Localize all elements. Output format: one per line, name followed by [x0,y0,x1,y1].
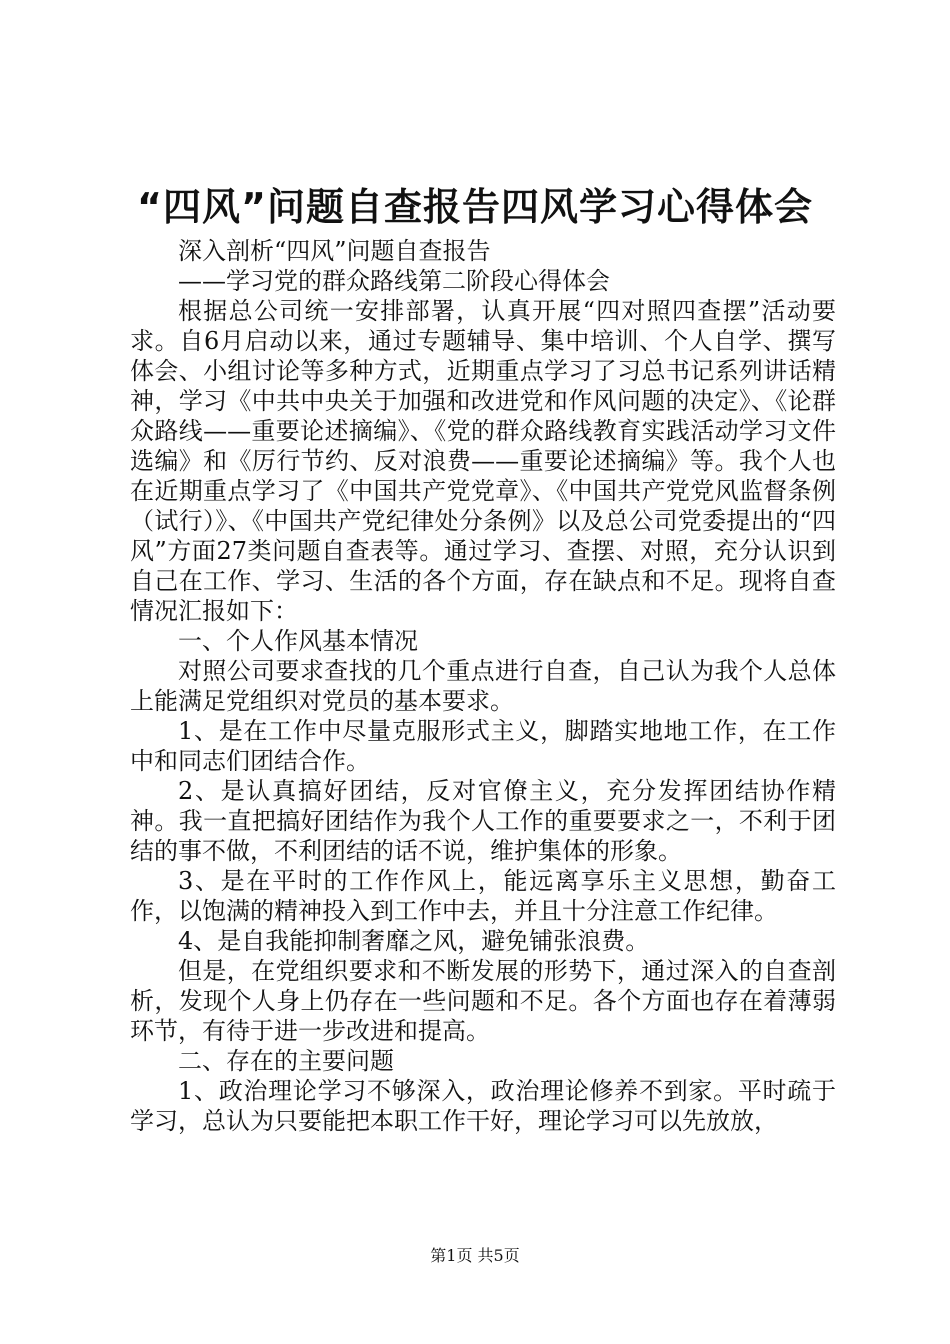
page-footer: 第1页 共5页 [430,1246,520,1265]
subtitle-line: ——学习党的群众路线第二阶段心得体会 [178,267,610,295]
list-item: 3、是在平时的工作作风上，能远离享乐主义思想，勤奋工作，以饱满的精神投入到工作中去，并且十分注意工作纪律。 [130,867,836,925]
list-item: 4、是自我能抑制奢靡之风，避免铺张浪费。 [178,927,650,955]
subtitle-line: 深入剖析“四风”问题自查报告 [178,237,491,265]
list-item: 1、政治理论学习不够深入，政治理论修养不到家。平时疏于学习，总认为只要能把本职工作干好，理论学习可以先放放， [130,1077,836,1135]
document-title: “四风”问题自查报告四风学习心得体会 [137,185,813,229]
section-heading: 一、个人作风基本情况 [178,627,418,655]
body-paragraph: 对照公司要求查找的几个重点进行自查，自己认为我个人总体上能满足党组织对党员的基本要求。 [130,657,836,715]
document-body [130,236,836,1136]
section-heading: 二、存在的主要问题 [178,1047,394,1075]
list-item: 1、是在工作中尽量克服形式主义，脚踏实地地工作，在工作中和同志们团结合作。 [130,717,836,775]
body-paragraph: 但是，在党组织要求和不断发展的形势下，通过深入的自查剖析，发现个人身上仍存在一些问题和不足。各个方面也存在着薄弱环节，有待于进一步改进和提高。 [130,957,836,1045]
body-paragraph: 根据总公司统一安排部署，认真开展“四对照四查摆”活动要求。自6月启动以来，通过专题辅导、集中培训、个人自学、撰写体会、小组讨论等多种方式，近期重点学习了习总书记系列讲话精神，学习《中共中央关于加强和改进党和作风问题的决定》、《论群众路线——重要论述摘编》、《党的群众路线教育实践活动学习文件选编》和《厉行节约、反对浪费——重要论述摘编》等。我个人也在近期重点学习了《中国共产党党章》、《中国共产党党风监督条例（试行）》、《中国共产党纪律处分条例》以及总公司党委提出的“四风”方面27类问题自查表等。通过学习、查摆、对照，充分认识到自己在工作、学习、生活的各个方面，存在缺点和不足。现将自查情况汇报如下： [130,297,836,625]
list-item: 2、是认真搞好团结，反对官僚主义，充分发挥团结协作精神。我一直把搞好团结作为我个人工作的重要要求之一，不利于团结的事不做，不利团结的话不说，维护集体的形象。 [130,777,836,865]
